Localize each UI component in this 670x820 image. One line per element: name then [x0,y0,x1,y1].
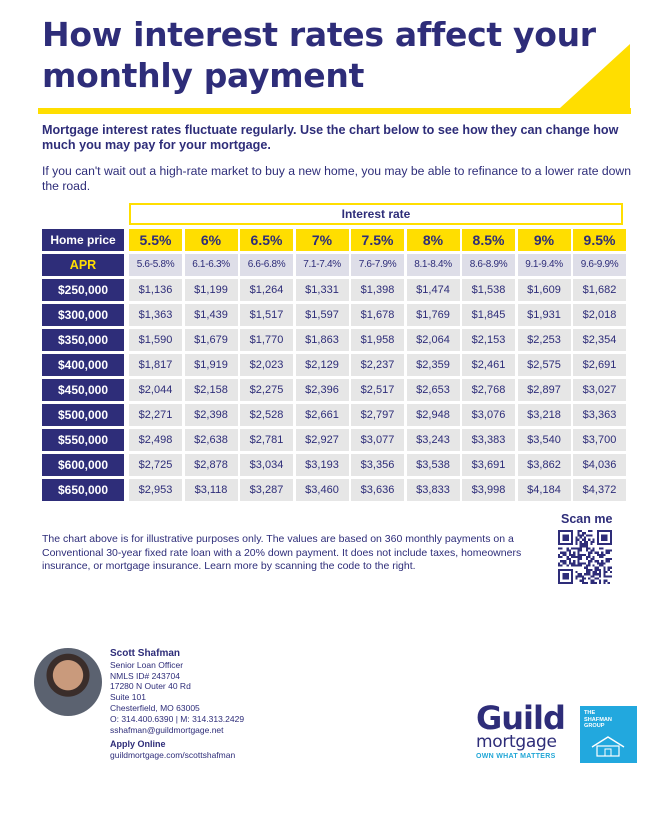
payment-cell: $2,064 [407,329,460,351]
payment-cell: $4,184 [518,479,571,501]
home-price-cell: $400,000 [42,354,124,376]
payment-cell: $2,517 [351,379,404,401]
payment-cell: $1,199 [185,279,238,301]
payment-cell: $1,538 [462,279,515,301]
payment-cell: $2,528 [240,404,293,426]
table-row [42,479,627,501]
payment-cell: $2,953 [129,479,182,501]
payment-cell: $3,287 [240,479,293,501]
payment-cell: $2,661 [296,404,349,426]
payment-cell: $1,474 [407,279,460,301]
payment-cell: $2,044 [129,379,182,401]
table-row [42,454,627,476]
apr-cell: 5.6-5.8% [129,254,182,276]
payment-cell: $3,243 [407,429,460,451]
payment-cell: $1,682 [573,279,626,301]
table-header-row [42,229,627,251]
payment-cell: $2,878 [185,454,238,476]
payment-cell: $1,845 [462,304,515,326]
payment-cell: $2,023 [240,354,293,376]
payment-cell: $1,136 [129,279,182,301]
payment-cell: $1,770 [240,329,293,351]
logo-word-mortgage: mortgage [476,732,557,752]
home-price-cell: $450,000 [42,379,124,401]
payment-cell: $2,461 [462,354,515,376]
payment-cell: $1,958 [351,329,404,351]
payment-cell: $1,679 [185,329,238,351]
home-price-cell: $350,000 [42,329,124,351]
payment-cell: $3,691 [462,454,515,476]
payment-cell: $1,919 [185,354,238,376]
payment-cell: $1,597 [296,304,349,326]
rate-header-cell: 9.5% [573,229,626,251]
rate-header-cell: 7.5% [351,229,404,251]
payment-cell: $3,540 [518,429,571,451]
payment-cell: $2,354 [573,329,626,351]
contact-address-line2: Suite 101 [110,692,146,703]
payment-cell: $1,363 [129,304,182,326]
partner-line1: THE [584,710,596,716]
rate-header-cell: 5.5% [129,229,182,251]
apr-label: APR [42,254,124,276]
payment-cell: $2,653 [407,379,460,401]
payment-cell: $2,927 [296,429,349,451]
table-row [42,429,627,451]
qr-code-icon[interactable] [558,530,612,584]
payment-cell: $2,797 [351,404,404,426]
payment-cell: $2,725 [129,454,182,476]
payment-cell: $3,077 [351,429,404,451]
payment-cell: $1,931 [518,304,571,326]
contact-nmls: NMLS ID# 243704 [110,670,180,681]
payment-cell: $1,817 [129,354,182,376]
rate-header-cell: 7% [296,229,349,251]
payment-cell: $2,153 [462,329,515,351]
payment-cell: $2,237 [351,354,404,376]
apr-row [42,254,627,276]
page-title: How interest rates affect your monthly payment [42,15,596,95]
apply-online-link[interactable]: guildmortgage.com/scottshafman [110,749,236,760]
payment-cell: $1,769 [407,304,460,326]
payment-cell: $2,158 [185,379,238,401]
rate-header-cell: 8% [407,229,460,251]
payment-cell: $1,678 [351,304,404,326]
home-price-cell: $600,000 [42,454,124,476]
interest-rate-header: Interest rate [129,203,623,225]
payment-cell: $1,331 [296,279,349,301]
home-price-cell: $250,000 [42,279,124,301]
loan-officer-avatar [34,648,102,716]
payment-cell: $2,498 [129,429,182,451]
contact-card [110,649,244,735]
payment-cell: $3,998 [462,479,515,501]
home-price-cell: $500,000 [42,404,124,426]
payment-cell: $3,118 [185,479,238,501]
yellow-corner-triangle [560,44,630,108]
table-row [42,304,627,326]
refinance-note: If you can't wait out a high-rate market to buy a new home, you may be able to refinance to a lower rate down the road. [42,164,632,193]
payment-cell: $2,691 [573,354,626,376]
rate-header-cell: 8.5% [462,229,515,251]
apr-cell: 8.6-8.9% [462,254,515,276]
payment-cell: $3,218 [518,404,571,426]
home-price-cell: $650,000 [42,479,124,501]
payment-cell: $3,034 [240,454,293,476]
apr-cell: 6.6-6.8% [240,254,293,276]
rate-header-cell: 6% [185,229,238,251]
apply-online-label: Apply Online [110,739,166,749]
home-price-cell: $550,000 [42,429,124,451]
payment-cell: $1,609 [518,279,571,301]
apply-online [110,739,235,760]
rate-header-cell: 6.5% [240,229,293,251]
apr-cell: 7.6-7.9% [351,254,404,276]
payment-cell: $3,076 [462,404,515,426]
payment-cell: $2,897 [518,379,571,401]
logo-tagline: OWN WHAT MATTERS [476,753,556,760]
rate-header-cell: 9% [518,229,571,251]
payment-cell: $2,768 [462,379,515,401]
house-icon [588,735,628,757]
intro-text: Mortgage interest rates fluctuate regularly. Use the chart below to see how they can change how much you may pay for your mortgage. [42,123,619,152]
contact-email[interactable]: sshafman@guildmortgage.net [110,724,224,735]
title-underline-bar [38,108,631,114]
payment-cell: $1,590 [129,329,182,351]
payment-cell: $3,193 [296,454,349,476]
payment-cell: $1,517 [240,304,293,326]
payment-cell: $3,538 [407,454,460,476]
payment-cell: $1,264 [240,279,293,301]
payment-cell: $2,781 [240,429,293,451]
apr-cell: 6.1-6.3% [185,254,238,276]
payment-cell: $1,439 [185,304,238,326]
table-row [42,379,627,401]
payment-cell: $2,018 [573,304,626,326]
table-row [42,329,627,351]
apr-cell: 9.1-9.4% [518,254,571,276]
payment-cell: $3,862 [518,454,571,476]
contact-role: Senior Loan Officer [110,659,184,670]
payment-cell: $2,575 [518,354,571,376]
table-row [42,279,627,301]
payment-cell: $1,398 [351,279,404,301]
shafman-group-logo [580,706,637,763]
disclaimer-text: The chart above is for illustrative purposes only. The values are based on 360 monthly payments on a Conventional 30-year fixed rate loan with a 20% down payment. It does not include taxes, homeowners insurance, or mortgage insurance. Learn more by scanning the code to the right. [42,533,522,572]
home-price-header: Home price [42,229,124,251]
payment-cell: $2,398 [185,404,238,426]
payment-cell: $2,638 [185,429,238,451]
payment-cell: $2,948 [407,404,460,426]
payment-cell: $3,027 [573,379,626,401]
logo-word-guild: Guild [476,699,565,737]
table-row [42,404,627,426]
guild-mortgage-logo [476,699,570,760]
partner-line2: SHAFMAN [584,716,612,723]
home-price-cell: $300,000 [42,304,124,326]
payment-cell: $2,359 [407,354,460,376]
partner-line3: GROUP [584,723,605,729]
payment-cell: $3,460 [296,479,349,501]
table-row [42,354,627,376]
contact-phones: O: 314.400.6390 | M: 314.313.2429 [110,713,245,724]
contact-city: Chesterfield, MO 63005 [110,702,200,713]
apr-cell: 7.1-7.4% [296,254,349,276]
payment-cell: $2,396 [296,379,349,401]
payment-cell: $4,036 [573,454,626,476]
contact-name: Scott Shafman [110,648,181,659]
apr-cell: 8.1-8.4% [407,254,460,276]
payment-cell: $3,833 [407,479,460,501]
payment-cell: $2,253 [518,329,571,351]
payment-cell: $2,271 [129,404,182,426]
payment-cell: $2,275 [240,379,293,401]
payment-cell: $3,356 [351,454,404,476]
contact-address-line1: 17280 N Outer 40 Rd [110,681,191,692]
apr-cell: 9.6-9.9% [573,254,626,276]
payment-cell: $2,129 [296,354,349,376]
payment-cell: $3,383 [462,429,515,451]
payment-cell: $1,863 [296,329,349,351]
payment-cell: $3,700 [573,429,626,451]
payment-cell: $3,363 [573,404,626,426]
payment-cell: $3,636 [351,479,404,501]
scan-me-label: Scan me [561,512,613,526]
payment-cell: $4,372 [573,479,626,501]
